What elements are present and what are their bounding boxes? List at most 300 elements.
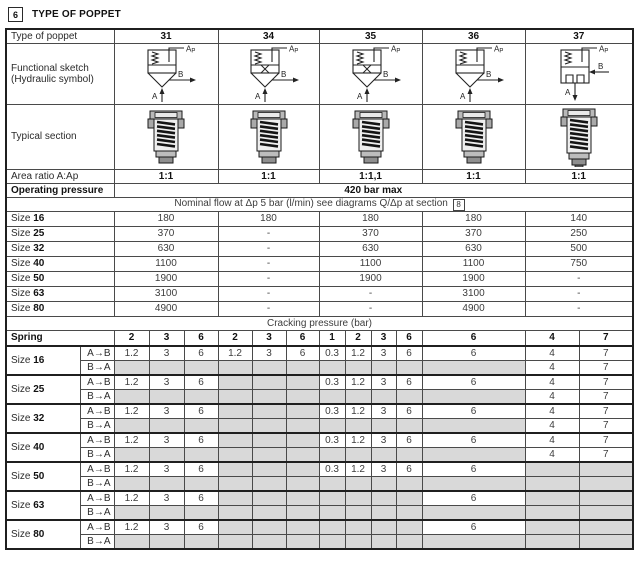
cracking-value-cell <box>286 535 319 550</box>
cracking-value-cell: 0.3 <box>319 346 345 361</box>
flow-size-row <box>6 227 633 242</box>
cracking-value-cell: 6 <box>422 375 525 390</box>
spring-value-cell: 2 <box>114 331 149 347</box>
cracking-value-cell <box>286 477 319 492</box>
spring-value-cell: 2 <box>345 331 371 347</box>
flow-size-label: Size 25 <box>6 227 114 242</box>
cracking-value-cell: 7 <box>579 361 633 376</box>
cracking-value-cell <box>345 390 371 405</box>
cracking-value-cell <box>396 448 422 463</box>
svg-text:A: A <box>564 88 571 97</box>
flow-value-cell: - <box>218 257 319 272</box>
cracking-value-cell: 7 <box>579 419 633 434</box>
direction-label-ab: A→B <box>80 433 114 448</box>
poppet-type-35: 35 <box>319 29 422 44</box>
cracking-value-cell: 1.2 <box>114 491 149 506</box>
direction-label-ab: A→B <box>80 375 114 390</box>
cracking-value-cell <box>286 419 319 434</box>
cracking-row-ba <box>6 361 633 376</box>
poppet-type-row <box>6 29 633 44</box>
flow-size-label: Size 50 <box>6 272 114 287</box>
spring-value-cell: 6 <box>422 331 525 347</box>
direction-label-ba: B→A <box>80 390 114 405</box>
cracking-value-cell <box>396 535 422 550</box>
cracking-value-cell <box>218 520 252 535</box>
cracking-value-cell <box>319 419 345 434</box>
cracking-size-label: Size 63 <box>6 491 80 520</box>
svg-text:A: A <box>459 92 465 101</box>
flow-value-cell: - <box>319 287 422 302</box>
cracking-value-cell <box>422 419 525 434</box>
cracking-value-cell <box>252 506 286 521</box>
cracking-value-cell <box>149 506 184 521</box>
cracking-value-cell: 4 <box>525 419 579 434</box>
cracking-value-cell <box>114 448 149 463</box>
flow-value-cell: 370 <box>114 227 218 242</box>
spring-value-cell: 2 <box>218 331 252 347</box>
section-number-box: 6 <box>8 7 23 22</box>
spring-row <box>6 331 633 347</box>
cracking-value-cell: 6 <box>396 375 422 390</box>
section-36 <box>451 109 497 165</box>
svg-text:B: B <box>485 70 491 79</box>
cracking-value-cell <box>319 535 345 550</box>
cracking-value-cell <box>319 390 345 405</box>
cracking-value-cell: 1.2 <box>345 404 371 419</box>
spring-value-cell: 4 <box>525 331 579 347</box>
operating-pressure-row <box>6 184 633 198</box>
flow-size-label: Size 40 <box>6 257 114 272</box>
cracking-value-cell <box>422 361 525 376</box>
flow-value-cell: 1100 <box>422 257 525 272</box>
cracking-value-cell <box>345 491 371 506</box>
spring-value-cell: 1 <box>319 331 345 347</box>
poppet-symbol-35 <box>323 45 419 103</box>
cracking-value-cell: 3 <box>252 346 286 361</box>
cracking-value-cell <box>371 361 396 376</box>
cracking-value-cell <box>319 491 345 506</box>
cracking-value-cell <box>149 361 184 376</box>
flow-value-cell: 180 <box>114 212 218 227</box>
cracking-value-cell <box>371 477 396 492</box>
cracking-value-cell: 6 <box>286 346 319 361</box>
flow-value-cell: 1100 <box>319 257 422 272</box>
cracking-value-cell: 6 <box>184 433 218 448</box>
cracking-size-label: Size 40 <box>6 433 80 462</box>
cracking-value-cell <box>286 506 319 521</box>
cracking-value-cell <box>371 419 396 434</box>
cracking-size-label: Size 16 <box>6 346 80 375</box>
flow-value-cell: - <box>319 302 422 317</box>
cracking-value-cell <box>218 477 252 492</box>
cracking-value-cell: 6 <box>422 433 525 448</box>
cracking-value-cell <box>422 506 525 521</box>
cracking-value-cell <box>114 477 149 492</box>
cracking-value-cell <box>286 361 319 376</box>
poppet-type-37: 37 <box>525 29 633 44</box>
cracking-value-cell <box>184 419 218 434</box>
direction-label-ba: B→A <box>80 477 114 492</box>
cracking-value-cell <box>286 433 319 448</box>
cracking-value-cell <box>286 404 319 419</box>
cracking-value-cell <box>319 448 345 463</box>
poppet-symbol-34 <box>221 45 317 103</box>
cracking-value-cell <box>252 448 286 463</box>
svg-text:AP: AP <box>186 45 196 55</box>
flow-value-cell: 370 <box>319 227 422 242</box>
area-ratio-label: Area ratio A:Ap <box>6 170 114 184</box>
hydraulic-symbol-35 <box>319 44 422 105</box>
cracking-value-cell <box>114 506 149 521</box>
cracking-value-cell <box>114 535 149 550</box>
cracking-value-cell <box>371 520 396 535</box>
cracking-value-cell: 3 <box>371 462 396 477</box>
cracking-value-cell <box>345 419 371 434</box>
typical-section-37 <box>525 105 633 170</box>
direction-label-ab: A→B <box>80 520 114 535</box>
flow-value-cell: 1900 <box>319 272 422 287</box>
flow-value-cell: - <box>218 242 319 257</box>
cracking-value-cell: 6 <box>422 346 525 361</box>
spring-value-cell: 3 <box>149 331 184 347</box>
cracking-value-cell <box>396 361 422 376</box>
section-header <box>8 7 637 22</box>
direction-label-ba: B→A <box>80 448 114 463</box>
cracking-value-cell <box>184 477 218 492</box>
cracking-value-cell: 1.2 <box>345 346 371 361</box>
cracking-size-label: Size 32 <box>6 404 80 433</box>
cracking-row-ab <box>6 433 633 448</box>
cracking-value-cell <box>319 361 345 376</box>
cracking-value-cell <box>319 477 345 492</box>
cracking-value-cell <box>218 390 252 405</box>
poppet-type-36: 36 <box>422 29 525 44</box>
poppet-symbol-36 <box>426 45 522 103</box>
direction-label-ba: B→A <box>80 506 114 521</box>
cracking-value-cell: 6 <box>184 462 218 477</box>
hydraulic-symbol-37 <box>525 44 633 105</box>
cracking-value-cell: 1.2 <box>114 375 149 390</box>
nominal-flow-bold: Nominal flow <box>174 198 232 210</box>
cracking-value-cell <box>252 375 286 390</box>
cracking-row-ab <box>6 375 633 390</box>
cracking-value-cell <box>252 419 286 434</box>
typical-section-31 <box>114 105 218 170</box>
cracking-value-cell <box>149 419 184 434</box>
cracking-value-cell: 1.2 <box>345 433 371 448</box>
poppet-type-34: 34 <box>218 29 319 44</box>
cracking-value-cell: 0.3 <box>319 404 345 419</box>
cracking-value-cell <box>345 520 371 535</box>
svg-text:A: A <box>152 92 158 101</box>
flow-value-cell: - <box>525 287 633 302</box>
typical-section-34 <box>218 105 319 170</box>
cracking-row-ab <box>6 404 633 419</box>
svg-text:B: B <box>597 62 604 71</box>
cracking-value-cell <box>252 361 286 376</box>
cracking-value-cell: 1.2 <box>345 462 371 477</box>
cracking-value-cell <box>114 419 149 434</box>
direction-label-ab: A→B <box>80 462 114 477</box>
area-ratio-34: 1:1 <box>218 170 319 184</box>
functional-sketch-row <box>6 44 633 105</box>
cracking-value-cell: 4 <box>525 448 579 463</box>
typical-section-35 <box>319 105 422 170</box>
cracking-value-cell <box>422 477 525 492</box>
cracking-value-cell <box>579 506 633 521</box>
flow-value-cell: 1900 <box>114 272 218 287</box>
flow-value-cell: - <box>218 287 319 302</box>
cracking-row-ab <box>6 346 633 361</box>
cracking-row-ba <box>6 477 633 492</box>
cracking-value-cell <box>319 520 345 535</box>
cracking-value-cell: 6 <box>422 520 525 535</box>
spring-value-cell: 3 <box>252 331 286 347</box>
cracking-value-cell: 4 <box>525 433 579 448</box>
direction-label-ba: B→A <box>80 535 114 550</box>
cracking-value-cell: 3 <box>371 433 396 448</box>
flow-value-cell: 750 <box>525 257 633 272</box>
cracking-value-cell: 6 <box>396 404 422 419</box>
cracking-row-ba <box>6 390 633 405</box>
spring-value-cell: 7 <box>579 331 633 347</box>
cracking-value-cell: 1.2 <box>114 346 149 361</box>
nominal-flow-note <box>6 198 633 212</box>
cracking-value-cell: 3 <box>149 462 184 477</box>
section-row-label: Typical section <box>6 105 114 170</box>
cracking-value-cell <box>345 535 371 550</box>
direction-label-ba: B→A <box>80 419 114 434</box>
operating-pressure-value: 420 bar max <box>114 184 633 198</box>
cracking-value-cell: 3 <box>371 346 396 361</box>
spring-label: Spring <box>6 331 114 347</box>
cracking-value-cell <box>525 477 579 492</box>
section-34 <box>246 109 292 165</box>
poppet-row-label: Type of poppet <box>6 29 114 44</box>
page-title: TYPE OF POPPET <box>32 9 121 20</box>
svg-text:AP: AP <box>390 45 400 55</box>
cracking-value-cell: 1.2 <box>218 346 252 361</box>
svg-text:B: B <box>280 70 286 79</box>
cracking-value-cell: 7 <box>579 404 633 419</box>
area-ratio-31: 1:1 <box>114 170 218 184</box>
cracking-value-cell <box>184 535 218 550</box>
hydraulic-symbol-34 <box>218 44 319 105</box>
cracking-value-cell <box>218 375 252 390</box>
flow-value-cell: - <box>525 302 633 317</box>
cracking-value-cell <box>114 361 149 376</box>
cracking-value-cell <box>252 520 286 535</box>
nominal-flow-row <box>6 198 633 212</box>
cracking-value-cell: 6 <box>422 462 525 477</box>
flow-value-cell: 3100 <box>114 287 218 302</box>
cracking-value-cell: 4 <box>525 404 579 419</box>
cracking-value-cell <box>371 491 396 506</box>
flow-value-cell: 1900 <box>422 272 525 287</box>
cracking-value-cell: 6 <box>396 462 422 477</box>
nominal-flow-body <box>6 212 633 317</box>
cracking-value-cell <box>371 535 396 550</box>
hydraulic-symbol-36 <box>422 44 525 105</box>
cracking-value-cell: 3 <box>371 375 396 390</box>
cracking-value-cell: 6 <box>184 346 218 361</box>
cracking-value-cell: 1.2 <box>114 404 149 419</box>
cracking-value-cell <box>286 462 319 477</box>
flow-size-row <box>6 257 633 272</box>
flow-value-cell: 180 <box>218 212 319 227</box>
area-ratio-35: 1:1,1 <box>319 170 422 184</box>
cracking-value-cell: 3 <box>149 375 184 390</box>
area-ratio-37: 1:1 <box>525 170 633 184</box>
cracking-value-cell: 4 <box>525 346 579 361</box>
cracking-pressure-row <box>6 317 633 331</box>
poppet-symbol-37 <box>531 45 627 103</box>
cracking-value-cell <box>525 535 579 550</box>
cracking-value-cell <box>149 390 184 405</box>
section-37 <box>556 107 602 167</box>
cracking-value-cell: 7 <box>579 448 633 463</box>
cracking-value-cell <box>371 448 396 463</box>
cracking-value-cell <box>184 390 218 405</box>
cracking-value-cell: 6 <box>184 404 218 419</box>
cracking-value-cell <box>579 520 633 535</box>
cracking-row-ba <box>6 448 633 463</box>
cracking-value-cell <box>525 462 579 477</box>
flow-value-cell: 180 <box>319 212 422 227</box>
flow-size-label: Size 16 <box>6 212 114 227</box>
nominal-flow-rest: at Δp 5 bar (l/min) see diagrams Q/Δp at section <box>231 198 451 210</box>
cracking-value-cell: 6 <box>184 375 218 390</box>
cracking-row-ab <box>6 520 633 535</box>
cracking-value-cell: 7 <box>579 433 633 448</box>
cracking-value-cell: 6 <box>396 433 422 448</box>
flow-value-cell: 180 <box>422 212 525 227</box>
cracking-value-cell <box>319 506 345 521</box>
cracking-value-cell: 3 <box>149 491 184 506</box>
poppet-symbol-31 <box>118 45 214 103</box>
cracking-value-cell: 7 <box>579 375 633 390</box>
cracking-value-cell <box>396 390 422 405</box>
flow-size-row <box>6 302 633 317</box>
cracking-value-cell <box>579 462 633 477</box>
poppet-spec-table <box>5 28 634 550</box>
flow-value-cell: - <box>525 272 633 287</box>
cracking-value-cell <box>371 390 396 405</box>
cracking-value-cell: 1.2 <box>345 375 371 390</box>
cracking-value-cell <box>371 506 396 521</box>
cracking-row-ab <box>6 462 633 477</box>
cracking-value-cell <box>218 404 252 419</box>
cracking-value-cell: 6 <box>184 520 218 535</box>
cracking-value-cell <box>252 433 286 448</box>
typical-section-36 <box>422 105 525 170</box>
cracking-value-cell: 6 <box>396 346 422 361</box>
cracking-value-cell: 3 <box>149 520 184 535</box>
poppet-type-31: 31 <box>114 29 218 44</box>
cracking-value-cell: 1.2 <box>114 433 149 448</box>
cracking-value-cell: 7 <box>579 390 633 405</box>
flow-value-cell: 250 <box>525 227 633 242</box>
cracking-value-cell <box>396 491 422 506</box>
cracking-value-cell <box>286 520 319 535</box>
cracking-value-cell: 1.2 <box>114 462 149 477</box>
flow-value-cell: 140 <box>525 212 633 227</box>
cracking-value-cell <box>286 448 319 463</box>
cracking-value-cell <box>286 390 319 405</box>
cracking-value-cell <box>252 462 286 477</box>
flow-value-cell: 3100 <box>422 287 525 302</box>
cracking-value-cell <box>422 535 525 550</box>
cracking-value-cell <box>252 491 286 506</box>
cracking-value-cell <box>149 535 184 550</box>
cracking-value-cell <box>252 535 286 550</box>
flow-value-cell: 4900 <box>114 302 218 317</box>
operating-pressure-label: Operating pressure <box>6 184 114 198</box>
flow-value-cell: 1100 <box>114 257 218 272</box>
flow-value-cell: 4900 <box>422 302 525 317</box>
cracking-value-cell <box>218 419 252 434</box>
cracking-value-cell: 7 <box>579 346 633 361</box>
cracking-row-ab <box>6 491 633 506</box>
cracking-pressure-body <box>6 346 633 549</box>
direction-label-ba: B→A <box>80 361 114 376</box>
cracking-value-cell <box>579 477 633 492</box>
spring-value-cell: 6 <box>286 331 319 347</box>
flow-size-row <box>6 212 633 227</box>
cracking-value-cell <box>422 390 525 405</box>
cracking-value-cell <box>422 448 525 463</box>
cracking-value-cell <box>149 477 184 492</box>
section-31 <box>143 109 189 165</box>
flow-size-row <box>6 242 633 257</box>
cracking-value-cell: 3 <box>149 433 184 448</box>
cracking-value-cell: 1.2 <box>114 520 149 535</box>
flow-size-label: Size 80 <box>6 302 114 317</box>
cracking-value-cell: 3 <box>149 404 184 419</box>
section-ref-box: 8 <box>453 199 465 211</box>
cracking-value-cell <box>218 462 252 477</box>
cracking-value-cell: 3 <box>149 346 184 361</box>
cracking-value-cell: 6 <box>422 404 525 419</box>
cracking-pressure-title: Cracking pressure (bar) <box>6 317 633 331</box>
section-35 <box>348 109 394 165</box>
cracking-value-cell: 3 <box>371 404 396 419</box>
svg-text:B: B <box>178 70 184 79</box>
cracking-value-cell <box>579 491 633 506</box>
cracking-size-label: Size 50 <box>6 462 80 491</box>
cracking-value-cell <box>218 448 252 463</box>
flow-size-label: Size 63 <box>6 287 114 302</box>
cracking-row-ba <box>6 419 633 434</box>
cracking-value-cell <box>149 448 184 463</box>
area-ratio-36: 1:1 <box>422 170 525 184</box>
cracking-value-cell <box>286 375 319 390</box>
cracking-value-cell: 4 <box>525 375 579 390</box>
area-ratio-row <box>6 170 633 184</box>
svg-text:A: A <box>356 92 362 101</box>
svg-text:A: A <box>254 92 260 101</box>
cracking-value-cell <box>396 419 422 434</box>
spring-value-cell: 6 <box>396 331 422 347</box>
cracking-value-cell <box>218 535 252 550</box>
flow-value-cell: - <box>218 227 319 242</box>
cracking-value-cell <box>345 477 371 492</box>
svg-text:AP: AP <box>288 45 298 55</box>
cracking-row-ba <box>6 535 633 550</box>
flow-value-cell: - <box>218 302 319 317</box>
spring-value-cell: 3 <box>371 331 396 347</box>
cracking-value-cell <box>396 477 422 492</box>
